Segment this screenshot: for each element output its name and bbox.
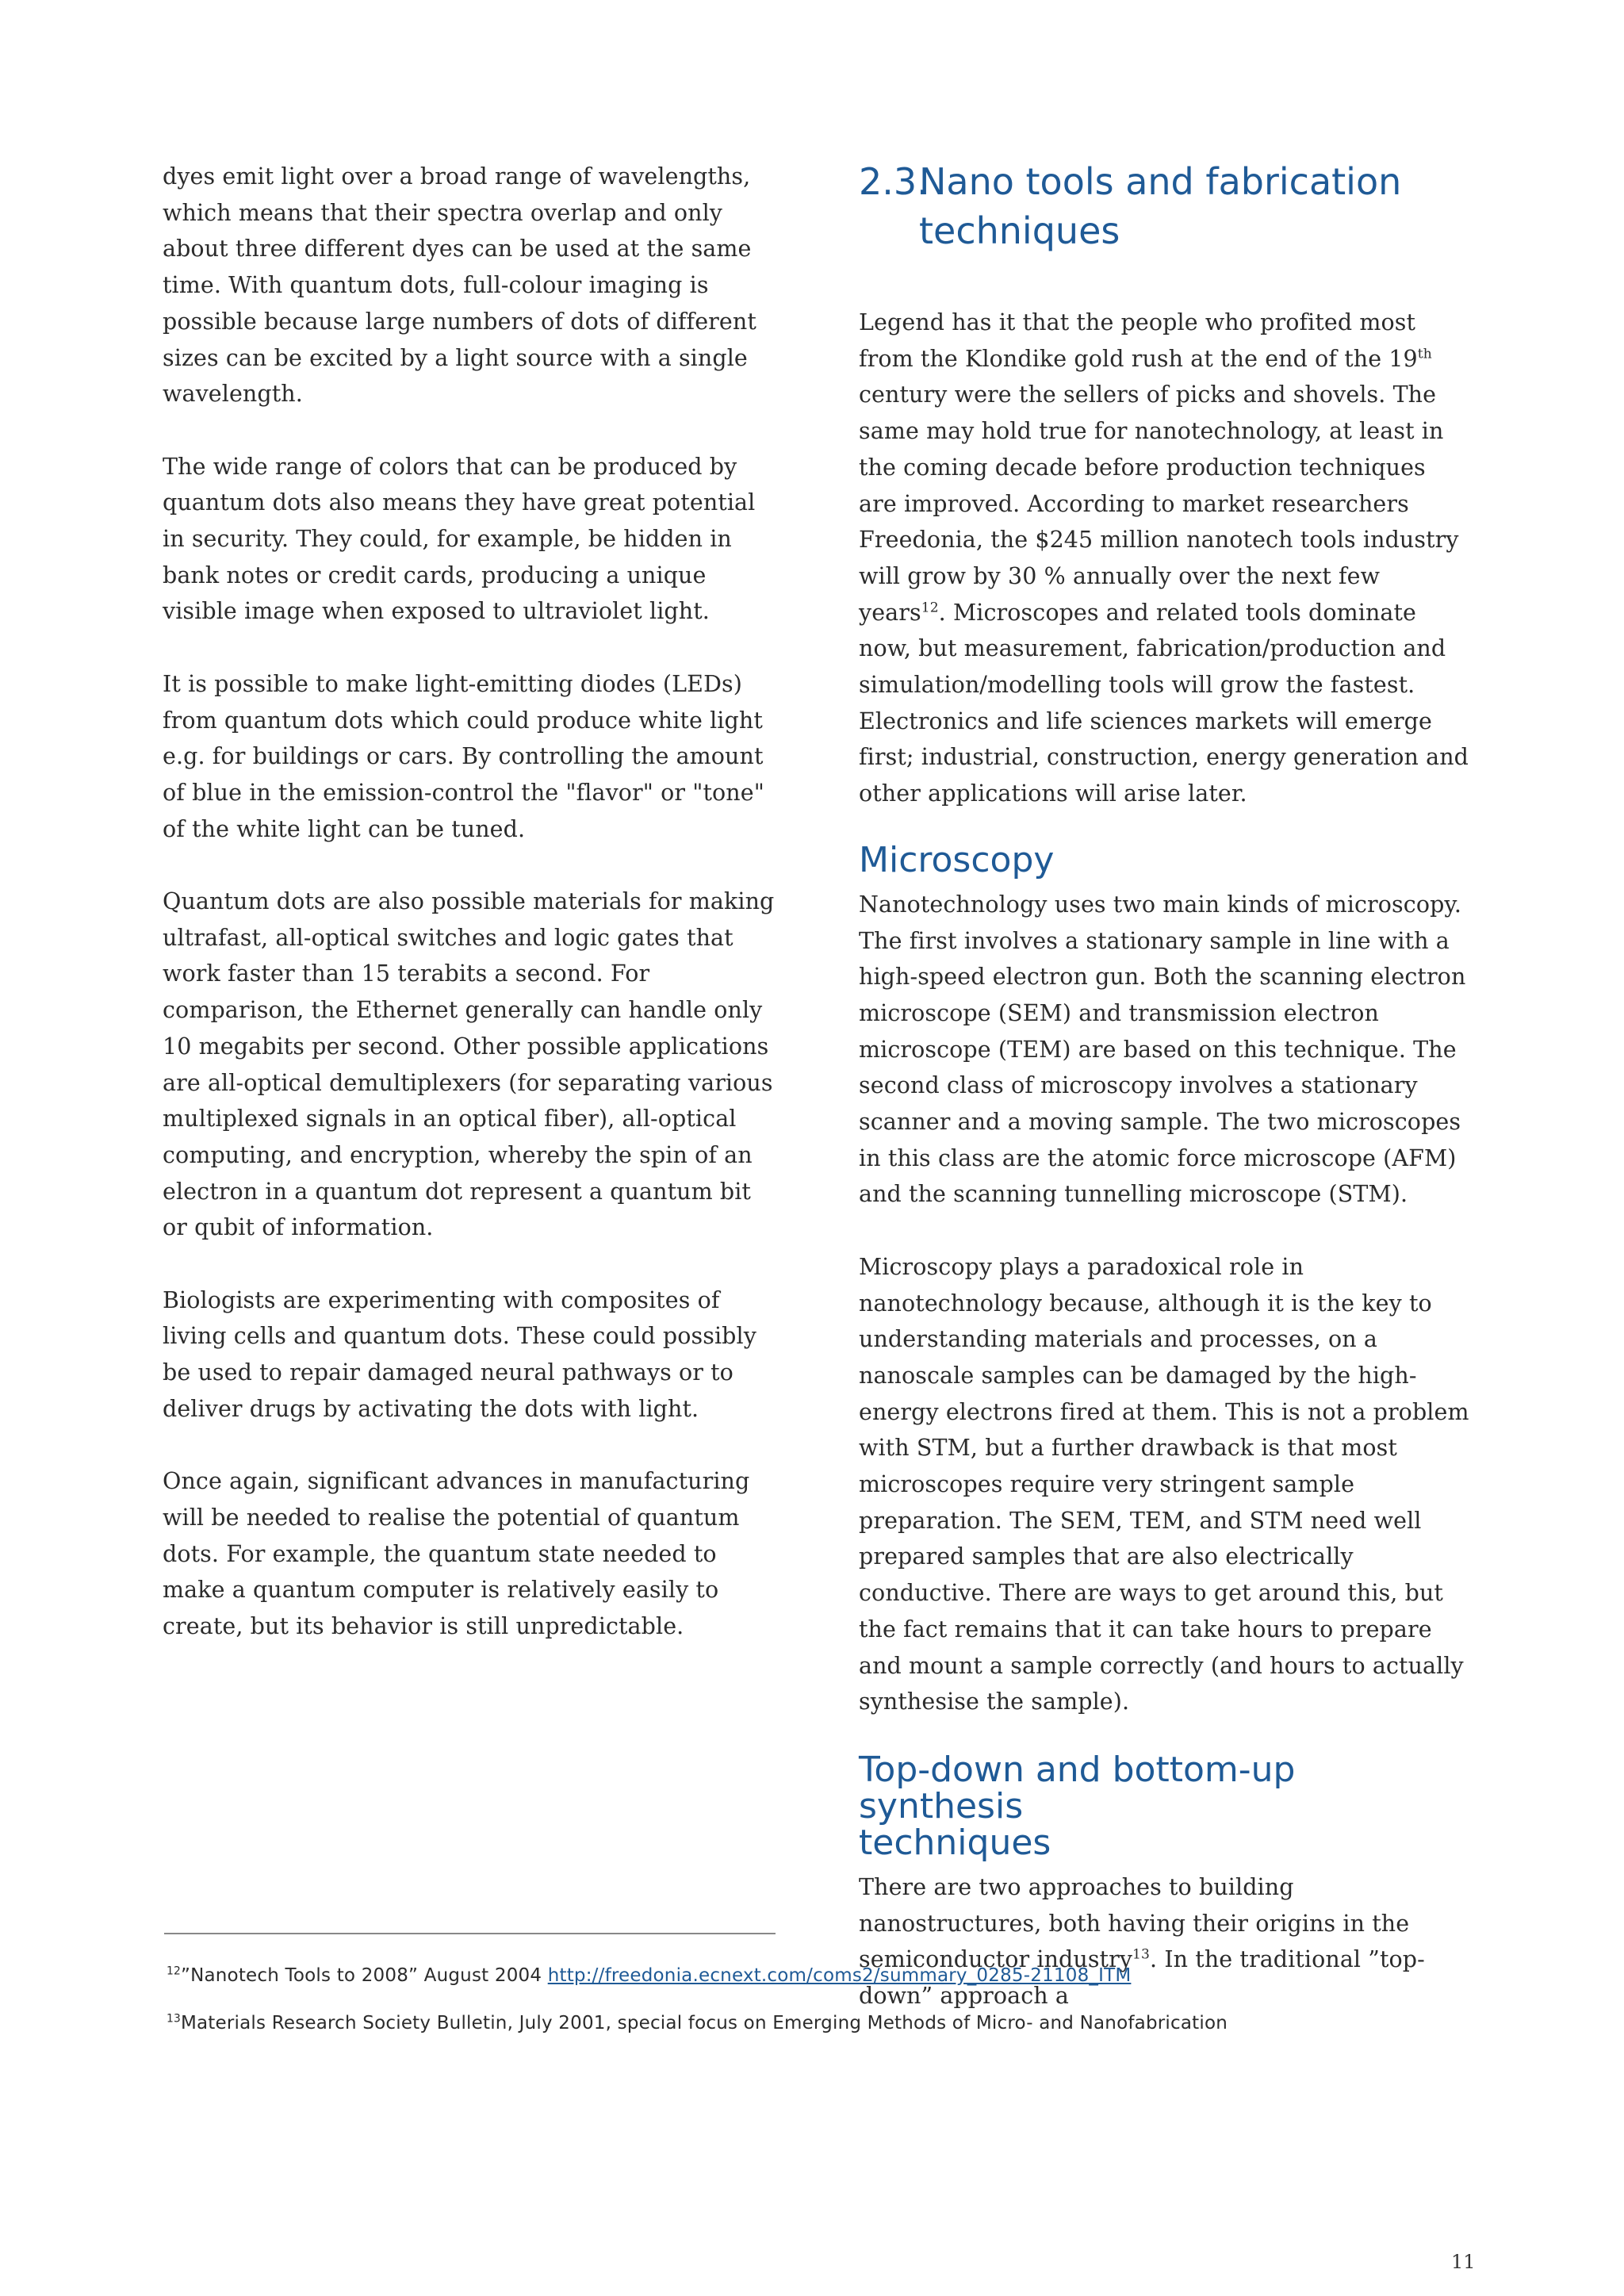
footnote-ref-13: 13 (1132, 1946, 1150, 1963)
paragraph-leds: It is possible to make light-emitting diodes (LEDs) from quantum dots which could produce white light e.g. for buildings or cars. By controlling the amount of blue in the emission-control the "flavor" or "tone" of the white light can be tuned. (163, 670, 764, 842)
synthesis-heading-line1: Top-down and bottom-up synthesis (859, 1750, 1296, 1826)
synthesis-text-1: There are two approaches to building nanostructures, both having their origins in the semiconductor industry (859, 1874, 1410, 1973)
paragraph-colors-security: The wide range of colors that can be produced by quantum dots also means they have great potential in security. They could, for example, be hidden in bank notes or credit cards, producing a unique visible image when exposed to ultraviolet light. (163, 453, 756, 625)
footnote-text: ”Nanotech Tools to 2008” August 2004 (180, 1965, 548, 1986)
superscript-th: th (1417, 346, 1432, 362)
footnote-12 (167, 1965, 1131, 1986)
right-column (859, 157, 1469, 2014)
synthesis-text-2: . In the traditional ”top-down” approach a (859, 1946, 1425, 2010)
synthesis-heading-line2: techniques (859, 1823, 1051, 1863)
footnote-divider (164, 1933, 776, 1934)
paragraph-manufacturing: Once again, significant advances in manufacturing will be needed to realise the potential of quantum dots. For example, the quantum state needed to make a quantum computer is relatively easily to create, but its behavior is still unpredictable. (163, 1468, 750, 1640)
footnote-ref-12: 12 (921, 600, 939, 616)
paragraph-microscopy-2: Microscopy plays a paradoxical role in nanotechnology because, although it is the key to understanding materials and processes, on a nanoscale samples can be damaged by the high-energy electrons fired at them. This is not a problem with STM, but a further drawback is that most microscopes require very stringent sample preparation. The SEM, TEM, and STM need well prepared samples that are also electrically conductive. There are ways to get around this, but the fact remains that it can take hours to prepare and mount a sample correctly (and hours to actually synthesise the sample). (859, 1253, 1469, 1715)
page-number: 11 (1451, 2251, 1476, 2273)
synthesis-heading (859, 1752, 1469, 1861)
section-title-line2: techniques (919, 209, 1120, 252)
paragraph-biologists: Biologists are experimenting with composites of living cells and quantum dots. These could possibly be used to repair damaged neural pathways or to deliver drugs by activating the dots with light. (163, 1286, 756, 1422)
paragraph-optical-switches: Quantum dots are also possible materials for making ultrafast, all-optical switches and logic gates that work faster than 15 terabits a second. For comparison, the Ethernet generally can handle only 10 megabits per second. Other possible applications are all-optical demultiplexers (for separating various multiplexed signals in an optical fiber), all-optical computing, and encryption, whereby the spin of an electron in a quantum dot represent a quantum bit or qubit of information. (163, 888, 775, 1241)
footnote-text: Materials Research Society Bulletin, July 2001, special focus on Emerging Methods of Micro- and Nanofabrication (180, 2013, 1228, 2033)
footnote-marker: 12 (167, 1964, 181, 1978)
intro-text-1: Legend has it that the people who profited most from the Klondike gold rush at the end of the 19 (859, 309, 1418, 372)
footnote-marker: 13 (167, 2012, 181, 2026)
paragraph-synthesis (859, 1869, 1469, 2014)
microscopy-heading: Microscopy (859, 839, 1055, 880)
section-number: 2.3. (859, 160, 929, 203)
intro-text-3: . Microscopes and related tools dominate now, but measurement, fabrication/production and simulation/modelling tools will grow the fastest. Electronics and life sciences markets will emerge first; industrial, construction, energy generation and other applications will arise later. (859, 599, 1469, 807)
footnote-link[interactable]: http://freedonia.ecnext.com/coms2/summary_0285-21108_ITM (547, 1965, 1132, 1986)
section-title (859, 157, 1469, 255)
left-column (163, 159, 777, 1681)
paragraph-dyes: dyes emit light over a broad range of wavelengths, which means that their spectra overlap and only about three different dyes can be used at the same time. With quantum dots, full-colour imaging is possible because large numbers of dots of different sizes can be excited by a light source with a single wavelength. (163, 163, 756, 408)
section-title-line1: Nano tools and fabrication (919, 160, 1402, 203)
footnote-13 (167, 2013, 1228, 2033)
paragraph-intro (859, 305, 1469, 812)
paragraph-microscopy-1: Nanotechnology uses two main kinds of microscopy. The first involves a stationary sample in line with a high-speed electron gun. Both the scanning electron microscope (SEM) and transmission electron microscope (TEM) are based on this technique. The second class of microscopy involves a stationary scanner and a moving sample. The two microscopes in this class are the atomic force microscope (AFM) and the scanning tunnelling microscope (STM). (859, 891, 1466, 1208)
intro-text-2: century were the sellers of picks and shovels. The same may hold true for nanotechnology, at least in the coming decade before production techniques are improved. According to market researchers Freedonia, the $245 million nanotech tools industry will grow by 30 % annually over the next few years (859, 381, 1459, 626)
